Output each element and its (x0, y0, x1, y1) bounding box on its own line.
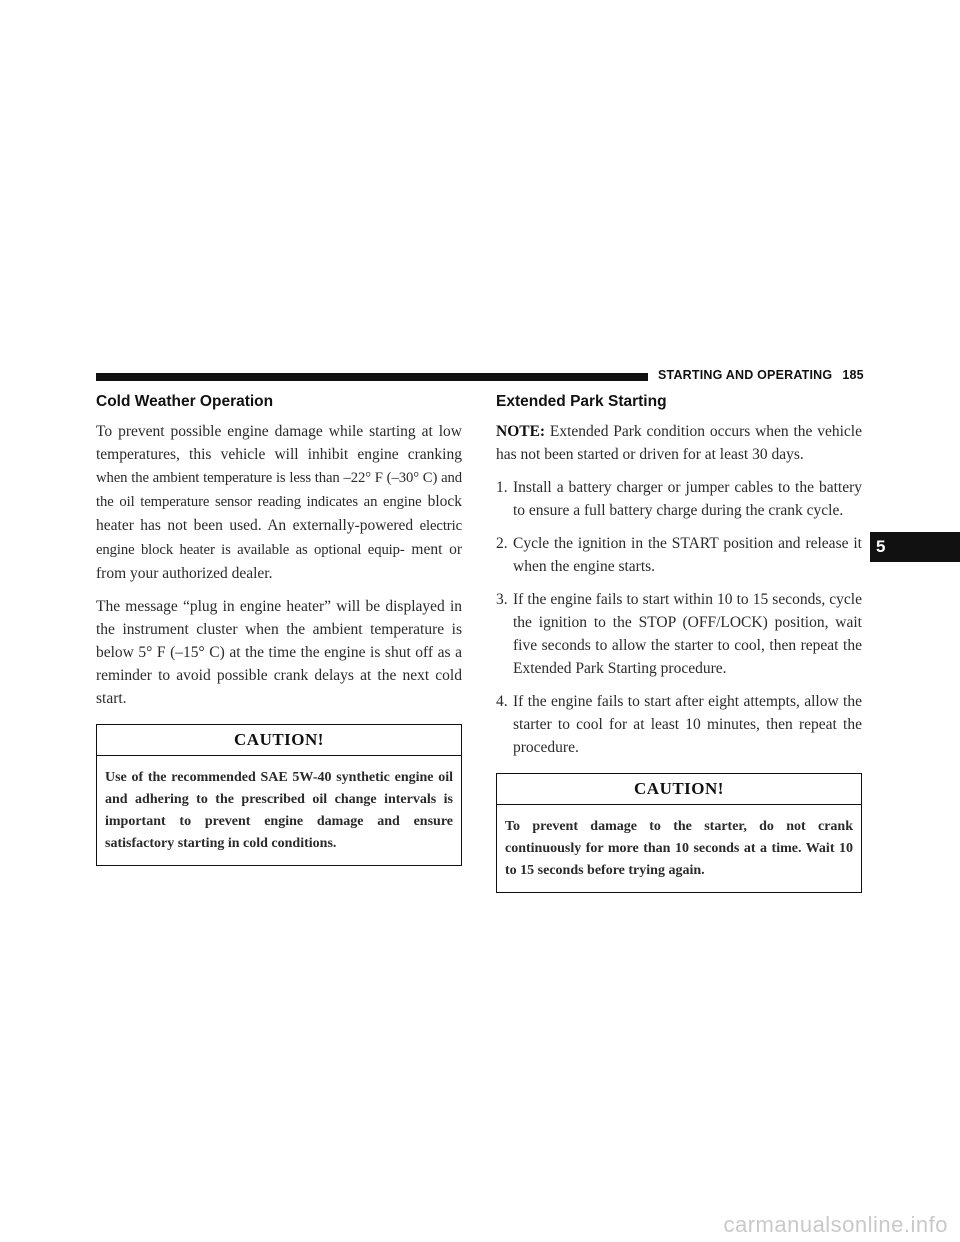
procedure-steps (496, 476, 862, 759)
caution-title: CAUTION! (97, 725, 461, 756)
caution-title: CAUTION! (497, 774, 861, 805)
step-number: 4. (496, 693, 508, 710)
chapter-tab: 5 (870, 532, 960, 562)
caution-text: Use of the recommended SAE 5W-40 synthetic engine oil and adhering to the prescribed oil change intervals is important to prevent engine damage and ensure satisfactory starting in cold conditions. (105, 770, 453, 851)
para1-part-a: To prevent possible engine damage while starting at low temperatures, this vehicle will inhibit engine cranking (96, 423, 462, 463)
page-number: 185 (842, 368, 864, 382)
step-text: Install a battery charger or jumper cables to the battery to ensure a full battery charge during the crank cycle. (513, 479, 862, 519)
note-paragraph (496, 420, 862, 466)
extended-park-heading: Extended Park Starting (496, 393, 667, 410)
caution-box-cold-weather (96, 724, 462, 866)
step-number: 2. (496, 535, 508, 552)
caution-box-extended-park (496, 773, 862, 893)
left-column (96, 392, 462, 866)
cold-weather-paragraph-1 (96, 420, 462, 585)
step-text: Cycle the ignition in the START position and release it when the engine starts. (513, 535, 862, 575)
step-text: If the engine fails to start after eight attempts, allow the starter to cool for at least 10 minutes, then repeat the procedure. (513, 693, 862, 756)
running-header (658, 368, 862, 382)
list-item (496, 532, 862, 578)
cold-weather-paragraph-2: The message “plug in engine heater” will be displayed in the instrument cluster when the ambient temperature is below 5° F (–15° C) at the time the engine is shut off as a reminder to avoid possible crank delays at the next cold start. (96, 598, 462, 707)
list-item (496, 588, 862, 680)
para1-part-d: electric engine block heater is available as optional equip- (96, 518, 462, 558)
step-number: 1. (496, 479, 508, 496)
list-item (496, 476, 862, 522)
watermark: carmanualsonline.info (723, 1212, 948, 1237)
list-item (496, 690, 862, 759)
note-label: NOTE: (496, 423, 546, 440)
para1-part-b: when the ambient temperature is less than –22° F (–30° C) and the oil temperature sensor reading indicates an engine (96, 470, 462, 510)
step-number: 3. (496, 591, 508, 608)
note-text: Extended Park condition occurs when the vehicle has not been started or driven for at least 30 days. (496, 423, 862, 463)
caution-text: To prevent damage to the starter, do not crank continuously for more than 10 seconds at a time. Wait 10 to 15 seconds before trying again. (505, 819, 853, 878)
para1-part-c: block heater has not been used. An externally-powered (96, 493, 463, 534)
para1-part-e: ment or from your authorized dealer. (96, 541, 463, 582)
section-title: STARTING AND OPERATING (658, 368, 833, 382)
header-rule (96, 373, 648, 381)
right-column (496, 392, 862, 893)
cold-weather-heading: Cold Weather Operation (96, 393, 274, 410)
step-text: If the engine fails to start within 10 to 15 seconds, cycle the ignition to the STOP (OFF/LOCK) position, wait five seconds to allow the starter to cool, then repeat the Extended Park Starting procedure. (513, 591, 862, 677)
